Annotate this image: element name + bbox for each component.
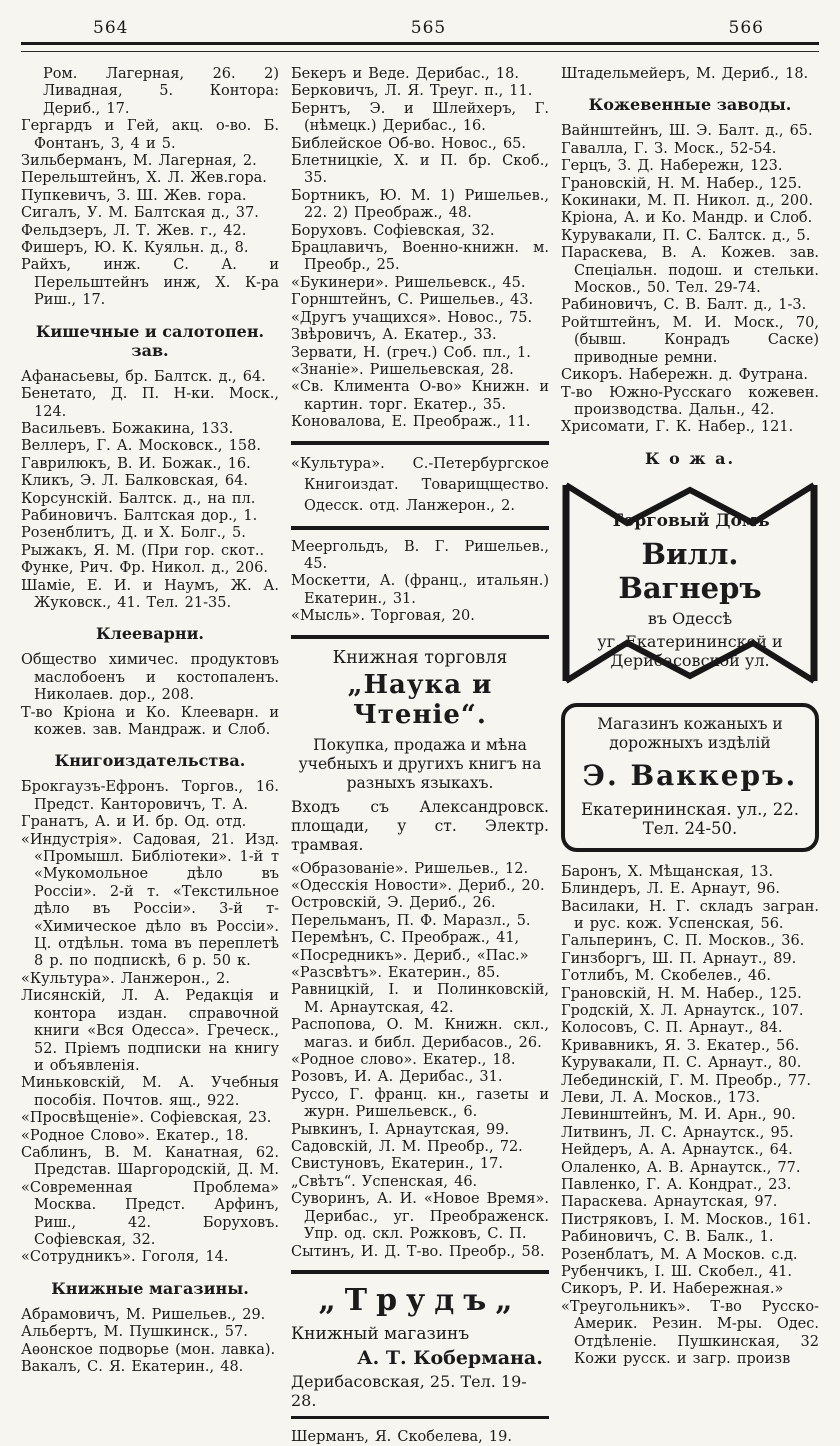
- directory-entry: Островскій, Э. Дериб., 26.: [291, 895, 496, 912]
- ad-name: Э. Ваккеръ.: [582, 758, 798, 792]
- directory-entry: Кокинаки, М. П. Никол. д., 200.: [561, 193, 813, 210]
- directory-entry: «Современная Проблема» Москва. Предст. Арфинъ, Риш., 42. Боруховъ. Софіевская, 32.: [21, 1179, 279, 1248]
- directory-entry: «Мысль». Торговая, 20.: [291, 608, 475, 625]
- directory-entry: Олаленко, А. В. Арнаутск., 77.: [561, 1159, 801, 1176]
- ad-title: „Наука и Чтеніе“.: [347, 669, 493, 730]
- directory-entry: Блетницкіе, Х. и П. бр. Скоб., 35.: [291, 153, 549, 187]
- directory-entry: Садовскій, Л. М. Преобр., 72.: [291, 1139, 523, 1156]
- directory-entry: Горнштейнъ, С. Ришельев., 43.: [291, 292, 534, 309]
- ad-wagner: [561, 477, 819, 689]
- directory-entry: Розенблатъ, М. А Москов. с.д.: [561, 1246, 798, 1263]
- directory-entry: Леви, Л. А. Москов., 173.: [561, 1090, 761, 1106]
- directory-entry: Колосовъ, С. П. Арнаут., 84.: [561, 1020, 783, 1037]
- directory-entry: Меергольдъ, В. Г. Ришельев., 45.: [291, 538, 549, 572]
- directory-entry: «Разсвѣтъ». Екатерин., 85.: [291, 965, 500, 981]
- directory-entry: Нейдеръ, А. А. Арнаутск., 64.: [561, 1142, 793, 1159]
- directory-entry: Литвинъ, Л. С. Арнаутск., 95.: [561, 1124, 794, 1141]
- directory-entry: Библейское Об-во. Новос., 65.: [291, 135, 527, 152]
- directory-entry: Ром. Лагерная, 26. 2) Ливадная, 5. Контора: Дериб., 17.: [43, 66, 279, 117]
- ad-wakker: [561, 703, 819, 852]
- ad-line: Книжный магазинъ: [291, 1323, 470, 1344]
- directory-entry: Москетти, А. (франц., итальян.) Екатерин., 31.: [291, 573, 549, 607]
- directory-entry: Т-во Южно-Русскаго кожевен. производства. Дальн., 42.: [561, 384, 819, 418]
- ad-address: Екатерининская. ул., 22.: [580, 799, 800, 819]
- directory-entry: „Свѣтъ“. Успенская, 46.: [291, 1173, 478, 1190]
- column-center: [291, 66, 549, 1446]
- directory-entry: «Треугольникъ». Т-во Русско-Америк. Резин. М-ры. Одес. Отдѣленіе. Пушкинская, 32 Кожи русск. и загр. произв: [561, 1298, 819, 1368]
- divider-rule: [291, 635, 549, 639]
- directory-entry: Руссо, Г. франц. кн., газеты и журн. Ришельевск., 6.: [291, 1086, 549, 1121]
- directory-entry: Бекеръ и Веде. Дерибас., 18.: [291, 66, 519, 82]
- directory-entry: Пупкевичъ, З. Ш. Жев. гора.: [21, 187, 247, 204]
- section-heading: Клееварни.: [95, 624, 204, 644]
- page-numbers: [21, 12, 819, 40]
- ad-trud: [291, 1283, 549, 1419]
- directory-entry: «Другъ учащихся». Новос., 75.: [291, 309, 533, 326]
- directory-entry: Рабиновичъ, С. В. Балт. д., 1-3.: [561, 297, 807, 314]
- directory-entry: «Родное Слово». Екатер., 18.: [21, 1127, 249, 1144]
- directory-entry: Бортникъ, Ю. М. 1) Ришельев., 22. 2) Преображ., 48.: [291, 187, 549, 222]
- directory-entry: Берковичъ, Л. Я. Треуг. п., 11.: [291, 83, 533, 100]
- directory-entry: Розенблитъ, Д. и Х. Болг., 5.: [21, 525, 246, 542]
- directory-entry: Розовъ, И. А. Дерибас., 31.: [291, 1069, 503, 1086]
- directory-entry: Гаврилюкъ, В. И. Божак., 16.: [21, 455, 251, 472]
- page-number-right: 566: [728, 18, 764, 38]
- directory-entry: Веллеръ, Г. А. Московск., 158.: [21, 438, 261, 455]
- ad-body: Покупка, продажа и мѣна учебныхъ и другихъ книгъ на разныхъ языкахъ.: [298, 735, 542, 792]
- directory-entry: «Культура». Ланжерон., 2.: [21, 970, 230, 987]
- directory-entry: Гранатъ, А. и И. бр. Од. отд.: [21, 814, 247, 831]
- ad-kicker: Торговый Домъ: [610, 510, 770, 531]
- directory-entry: Кликъ, Э. Л. Балковская, 64.: [21, 473, 248, 490]
- directory-entry: Гинзборгъ, Ш. П. Арнаут., 89.: [561, 950, 797, 967]
- directory-entry: Брокгаузъ-Ефронъ. Торгов., 16. Предст. Канторовичъ, Т. А.: [21, 779, 279, 813]
- directory-entry: Рабиновичъ, С. В. Балк., 1.: [561, 1229, 774, 1246]
- directory-entry: Готлибъ, М. Скобелев., 46.: [561, 968, 772, 985]
- ad-phone: Тел. 24-50.: [642, 818, 738, 838]
- directory-entry: «Родное слово». Екатер., 18.: [291, 1052, 516, 1069]
- directory-entry: «Букинери». Ришельевск., 45.: [291, 274, 526, 291]
- ad-kicker: Магазинъ кожаныхъ и дорожныхъ издѣлій: [597, 714, 783, 752]
- directory-entry: Рыжакъ, Я. М. (При гор. скот..: [21, 542, 265, 559]
- directory-entry: Хрисомати, Г. К. Набер., 121.: [561, 419, 794, 436]
- divider-rule: [291, 441, 549, 445]
- ad-nauka-i-chtenie: [291, 648, 549, 855]
- directory-entry: Штадельмейеръ, М. Дериб., 18.: [561, 66, 809, 82]
- directory-entry: Рабиновичъ. Балтская дор., 1.: [21, 507, 258, 524]
- directory-entry: Кріона, А. и Ко. Мандр. и Слоб.: [561, 210, 813, 227]
- directory-entry: Гергардъ и Гей, акц. о-во. Б. Фонтанъ, 3, 4 и 5.: [21, 118, 279, 152]
- directory-entry: Свистуновъ, Екатерин., 17.: [291, 1156, 503, 1173]
- directory-entry: Блиндеръ, Л. Е. Арнаут, 96.: [561, 881, 780, 898]
- ad-line: въ Одессѣ: [647, 608, 733, 628]
- directory-entry: Ройтштейнъ, М. И. Моск., 70, (бывш. Конрадъ Саске) приводные ремни.: [561, 314, 819, 366]
- directory-entry: Гальперинъ, С. П. Москов., 36.: [561, 933, 805, 950]
- directory-entry: Грановскій, Н. М. Набер., 125.: [561, 175, 802, 192]
- directory-entry: Сикоръ. Набережн. д. Футрана.: [561, 367, 809, 384]
- directory-entry: Лебединскій, Г. М. Преобр., 77.: [561, 1072, 811, 1089]
- directory-entry: Баронъ, Х. Мѣщанская, 13.: [561, 863, 774, 880]
- ad-title: „Трудъ„: [318, 1282, 522, 1318]
- divider-rule: [291, 526, 549, 530]
- directory-entry: Левинштейнъ, М. И. Арн., 90.: [561, 1107, 796, 1124]
- directory-entry: Пистряковъ, І. М. Москов., 161.: [561, 1211, 812, 1228]
- directory-entry: Суворинъ, А. И. «Новое Время». Дерибас., уг. Преображенск. Упр. од. скл. Рожковъ, С. П.: [291, 1191, 549, 1243]
- directory-entry: Коновалова, Е. Преображ., 11.: [291, 414, 531, 431]
- ad-address: Дерибасовская, 25. Тел. 19-28.: [291, 1372, 549, 1419]
- directory-entry: Сигалъ, У. М. Балтская д., 37.: [21, 205, 259, 222]
- columns-container: [21, 66, 819, 1446]
- directory-entry: Шерманъ, Я. Скобелева, 19.: [291, 1428, 512, 1445]
- directory-entry: «Просвѣщеніе». Софіевская, 23.: [21, 1110, 272, 1127]
- directory-entry: Василаки, Н. Г. складъ загран. и рус. кож. Успенская, 56.: [561, 898, 819, 932]
- directory-entry: Фельдзеръ, Л. Т. Жев. г., 42.: [21, 222, 247, 239]
- directory-entry: Васильевъ. Божакина, 133.: [21, 420, 234, 437]
- directory-entry: Курувакали, П. С. Балтск. д., 5.: [561, 227, 811, 244]
- directory-entry: Курувакали, П. С. Арнаут., 80.: [561, 1055, 802, 1072]
- directory-entry: «Культура». С.-Петербургское Книгоиздат. Товарищщество. Одесск. отд. Ланжерон., 2.: [291, 455, 549, 514]
- directory-entry: Сикоръ, Р. И. Набережная.»: [561, 1281, 784, 1298]
- directory-entry: Равницкій, І. и Полинковскій, М. Арнаутская, 42.: [291, 982, 549, 1016]
- directory-entry: Абрамовичъ, М. Ришельев., 29.: [21, 1306, 266, 1323]
- directory-entry: Перемѣнъ, С. Преображ., 41,: [291, 930, 520, 947]
- page-number-left: 564: [93, 18, 129, 38]
- directory-entry: Брацлавичъ, Военно-книжн. м. Преобр., 25.: [291, 240, 549, 274]
- directory-entry: Герцъ, З. Д. Набережн, 123.: [561, 158, 783, 175]
- directory-entry: Параскева. Арнаутская, 97.: [561, 1194, 778, 1211]
- directory-entry: Звѣровичъ, А. Екатер., 33.: [291, 327, 497, 344]
- directory-entry: «Сотрудникъ». Гоголя, 14.: [21, 1249, 229, 1266]
- directory-entry: Миньковскій, М. А. Учебныя пособія. Почтов. ящ., 922.: [21, 1075, 279, 1109]
- section-heading: Книгоиздательства.: [54, 751, 246, 771]
- directory-entry: Рывкинъ, І. Арнаутская, 99.: [291, 1121, 510, 1138]
- directory-entry: Распопова, О. М. Книжн. скл., магаз. и библ. Дерибасов., 26.: [291, 1017, 549, 1051]
- section-heading: Кишечные и салотопен. зав.: [35, 321, 265, 360]
- directory-entry: Функе, Рич. Фр. Никол. д., 206.: [21, 560, 268, 577]
- section-heading: Книжные магазины.: [51, 1278, 249, 1298]
- ad-kicker: Книжная торговля: [332, 647, 508, 668]
- directory-entry: Корсунскій. Балтск. д., на пл.: [21, 490, 256, 507]
- directory-entry: «Св. Климента О-во» Книжн. и картин. торг. Екатер., 35.: [291, 379, 549, 413]
- directory-entry: Рубенчикъ, І. Ш. Скобел., 41.: [561, 1264, 793, 1281]
- ad-name: Вилл. Вагнеръ: [618, 536, 762, 605]
- directory-entry: Грановскій, Н. М. Набер., 125.: [561, 985, 802, 1002]
- ad-address: уг. Екатерининской и Дерибасовской ул.: [597, 631, 783, 670]
- directory-entry: Т-во Кріона и Ко. Клееварн. и кожев. зав. Мандраж. и Слоб.: [21, 704, 279, 738]
- directory-entry: Вакалъ, С. Я. Екатерин., 48.: [21, 1359, 244, 1375]
- directory-entry: Бернтъ, Э. и Шлейхеръ, Г. (нѣмецк.) Дерибас., 16.: [291, 100, 549, 135]
- column-left: [21, 66, 279, 1376]
- directory-entry: Гавалла, Г. З. Моск., 52-54.: [561, 140, 777, 157]
- directory-entry: Шаміе, Е. И. и Наумъ, Ж. А. Жуковск., 41. Тел. 21-35.: [21, 577, 279, 611]
- directory-entry: Фишеръ, Ю. К. Куяльн. д., 8.: [21, 240, 249, 257]
- directory-entry: Перельштейнъ, Х. Л. Жев.гора.: [21, 170, 267, 187]
- directory-entry: Афанасьевы, бр. Балтск. д., 64.: [21, 368, 266, 385]
- section-heading: К о ж а.: [644, 448, 736, 468]
- page-number-center: 565: [410, 18, 447, 38]
- directory-entry: «Посредникъ». Дериб., «Пас.»: [291, 947, 529, 964]
- ad-name: А. Т. Кобермана.: [357, 1346, 543, 1369]
- directory-entry: Райхъ, инж. С. А. и Перельштейнъ инж, Х. К-ра Риш., 17.: [21, 257, 279, 309]
- directory-entry: Общество химичес. продуктовъ маслобоенъ и костопаленъ. Николаев. дор., 208.: [21, 652, 279, 704]
- directory-entry: Кривавникъ, Я. З. Екатер., 56.: [561, 1037, 800, 1054]
- directory-entry: Саблинъ, В. М. Канатная, 62. Представ. Шаргородскій, Д. М.: [21, 1144, 280, 1179]
- directory-entry: Зильберманъ, М. Лагерная, 2.: [21, 153, 257, 170]
- column-right: [561, 66, 819, 1369]
- directory-entry: Гродскій, Х. Л. Арнаутск., 107.: [561, 1002, 804, 1019]
- directory-entry: «Знаніе». Ришельевская, 28.: [291, 361, 514, 378]
- directory-entry: Бенетато, Д. П. Н-ки. Моск., 124.: [21, 386, 279, 420]
- directory-entry: Параскева, В. А. Кожев. зав. Спеціальн. подош. и стельки. Москов., 50. Тел. 29-74.: [561, 245, 819, 297]
- directory-entry: «Одесскія Новости». Дериб., 20.: [291, 877, 545, 894]
- header-rule: [21, 42, 819, 52]
- directory-entry: Аѳонское подворье (мон. лавка).: [21, 1341, 276, 1358]
- directory-entry: Сытинъ, И. Д. Т-во. Преобр., 58.: [291, 1243, 545, 1260]
- ad-body: Входъ съ Александровск. площади, у ст. Электр. трамвая.: [291, 797, 549, 854]
- directory-entry: Альбертъ, М. Пушкинск., 57.: [21, 1324, 248, 1341]
- ad-content: [575, 511, 805, 670]
- directory-entry: Зервати, Н. (греч.) Соб. пл., 1.: [291, 344, 531, 361]
- directory-entry: Вайнштейнъ, Ш. Э. Балт. д., 65.: [561, 123, 813, 140]
- section-heading: Кожевенные заводы.: [588, 95, 792, 115]
- directory-entry: Лисянскій, Л. А. Редакція и контора издан. справочной книги «Вся Одесса». Греческ., 52. Пріемъ подписки на книгу и объявленія.: [21, 988, 279, 1074]
- divider-rule: [291, 1270, 549, 1274]
- directory-entry: «Индустрія». Садовая, 21. Изд. «Промышл. Библіотеки». 1-й т «Мукомольное дѣло въ Россіи». 2-й т. «Текстильное дѣло въ Россіи». 3-й т- «Химическое дѣло въ Россіи». Ц. отдѣльн. тома въ переплетѣ 8 р. по подпискѣ, 6 р. 50 к.: [21, 831, 279, 970]
- directory-entry: «Образованіе». Ришельев., 12.: [291, 860, 529, 877]
- directory-entry: Боруховъ. Софіевская, 32.: [291, 222, 495, 239]
- directory-entry: Перельманъ, П. Ф. Маразл., 5.: [291, 912, 531, 929]
- directory-entry: Павленко, Г. А. Кондрат., 23.: [561, 1177, 792, 1194]
